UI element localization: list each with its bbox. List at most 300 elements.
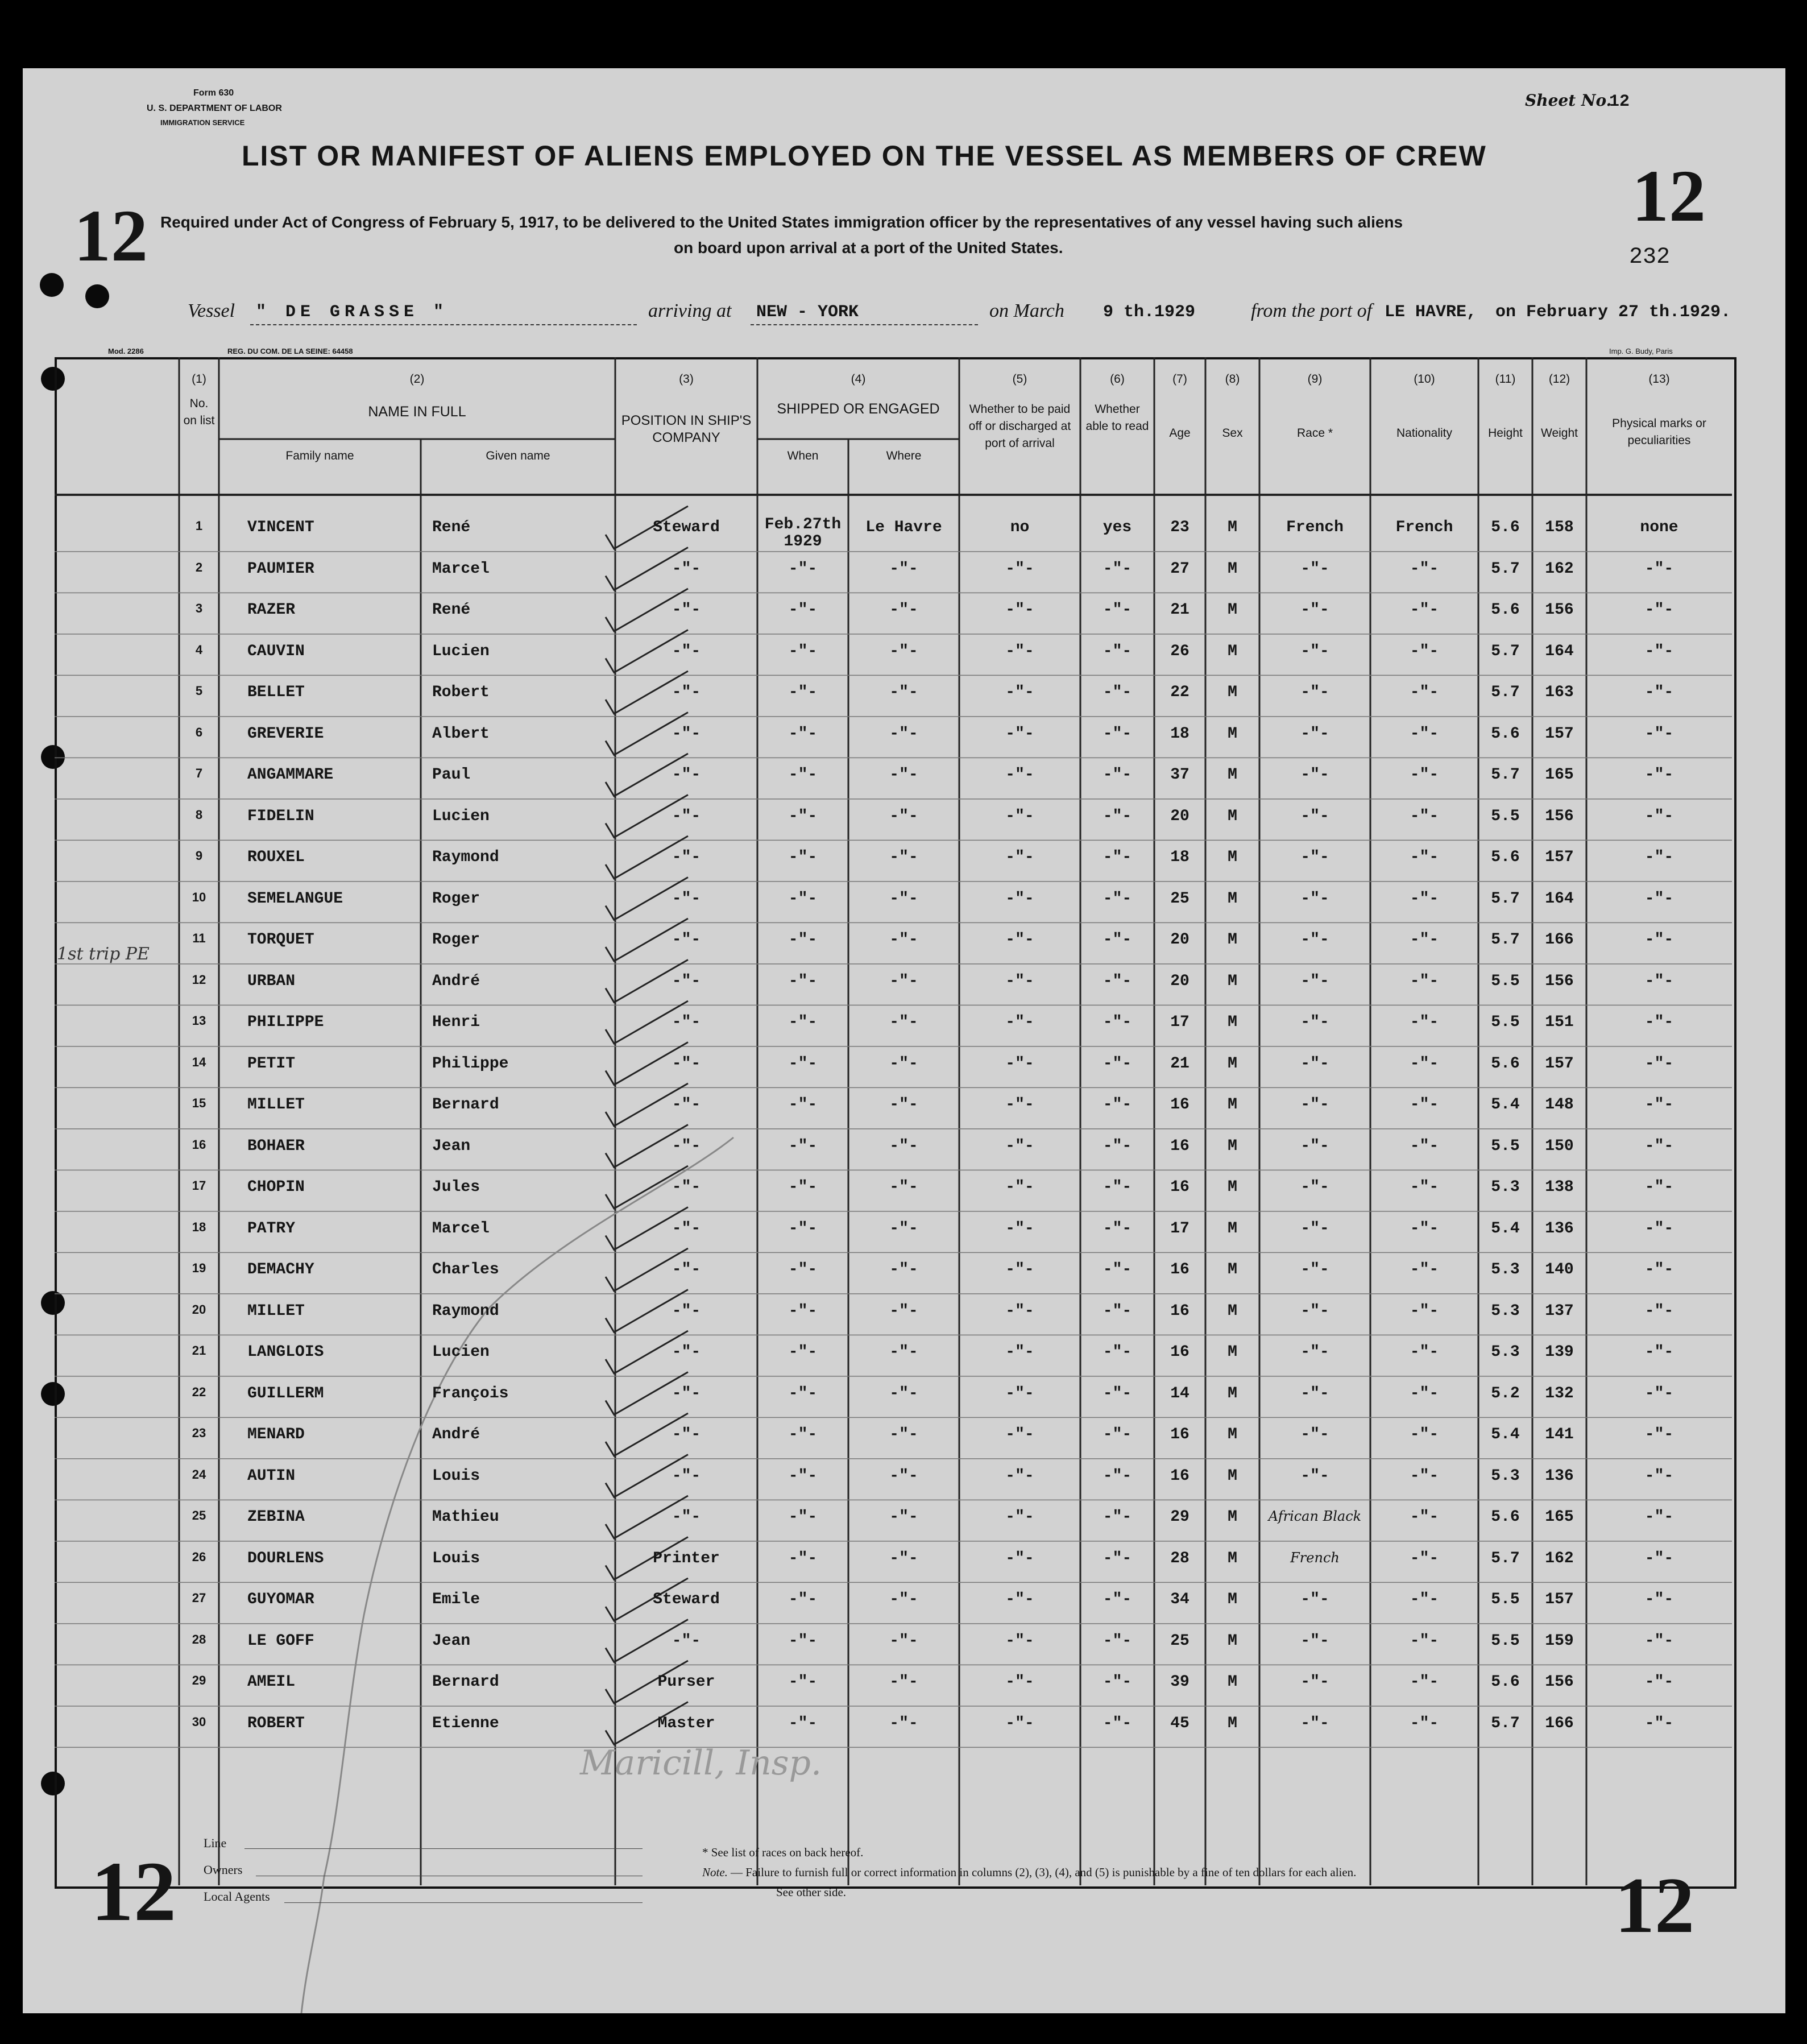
shipped-where: -"- [889, 972, 918, 990]
row-number: 29 [192, 1673, 206, 1687]
able-to-read: -"- [1103, 1384, 1132, 1402]
paid-off: -"- [1005, 1632, 1034, 1650]
races-note: * See list of races on back hereof. [702, 1846, 864, 1859]
position: -"- [672, 601, 701, 619]
corner-number-tl: 12 [74, 195, 148, 277]
height: 5.5 [1491, 1632, 1520, 1650]
paid-off: -"- [1005, 807, 1034, 825]
paid-off: no [1010, 519, 1030, 536]
shipped-where: -"- [889, 1467, 918, 1485]
row-number: 7 [195, 766, 203, 780]
given-name: René [432, 519, 471, 536]
col-no-on-list: No. on list [183, 397, 215, 427]
race: -"- [1300, 849, 1329, 866]
col-name-in-full: NAME IN FULL [368, 404, 466, 420]
physical-marks: -"- [1644, 1096, 1674, 1114]
family-name: GUILLERM [247, 1384, 324, 1402]
nationality: -"- [1410, 1178, 1439, 1196]
able-to-read: -"- [1103, 889, 1132, 908]
arriving-label: arriving at [648, 300, 732, 321]
paid-off: -"- [1005, 1054, 1034, 1073]
family-name: URBAN [247, 972, 296, 990]
position: -"- [672, 1261, 701, 1278]
col-3-num: (3) [679, 373, 694, 386]
paid-off: -"- [1005, 931, 1034, 949]
sex: M [1228, 601, 1237, 619]
col-family-name: Family name [285, 449, 354, 462]
family-name: MENARD [247, 1426, 305, 1443]
family-name: CHOPIN [247, 1178, 305, 1196]
paid-off: -"- [1005, 1467, 1034, 1485]
col-11-num: (11) [1495, 373, 1516, 386]
position: -"- [672, 1632, 701, 1650]
shipped-when: -"- [788, 1343, 818, 1361]
height: 5.6 [1491, 725, 1520, 743]
age: 25 [1170, 889, 1190, 908]
age: 27 [1170, 560, 1190, 578]
manifest-sheet [23, 68, 1785, 2013]
shipped-where: -"- [889, 725, 918, 743]
shipped-where: -"- [889, 849, 918, 866]
paid-off: -"- [1005, 725, 1034, 743]
paid-off: -"- [1005, 1591, 1034, 1608]
shipped-where: -"- [889, 560, 918, 578]
paid-off: -"- [1005, 1549, 1034, 1567]
weight: 164 [1545, 642, 1574, 660]
physical-marks: -"- [1644, 1178, 1674, 1196]
from-port: LE HAVRE, [1385, 303, 1477, 322]
col-13-num: (13) [1648, 373, 1670, 386]
paid-off: -"- [1005, 1137, 1034, 1155]
race: -"- [1300, 1261, 1329, 1278]
shipped-when: -"- [788, 1384, 818, 1402]
paid-off: -"- [1005, 849, 1034, 866]
weight: 156 [1545, 601, 1574, 619]
age: 25 [1170, 1632, 1190, 1650]
sex: M [1228, 1261, 1237, 1278]
age: 28 [1170, 1549, 1190, 1567]
row-number: 10 [192, 889, 206, 904]
position: -"- [672, 1137, 701, 1155]
shipped-when: -"- [788, 889, 818, 908]
row-number: 17 [192, 1178, 206, 1193]
race: -"- [1300, 684, 1329, 701]
nationality: French [1395, 519, 1453, 536]
col-8-num: (8) [1225, 373, 1240, 386]
nationality: -"- [1410, 1508, 1439, 1526]
shipped-where: -"- [889, 889, 918, 908]
shipped-where: -"- [889, 807, 918, 825]
height: 5.3 [1491, 1467, 1520, 1485]
physical-marks: -"- [1644, 972, 1674, 990]
able-to-read: -"- [1103, 972, 1132, 990]
race: -"- [1300, 1302, 1329, 1320]
age: 18 [1170, 725, 1190, 743]
family-name: AMEIL [247, 1673, 296, 1691]
age: 16 [1170, 1096, 1190, 1114]
mod-text: Mod. 2286 [108, 347, 144, 355]
physical-marks: -"- [1644, 725, 1674, 743]
race: -"- [1300, 1714, 1329, 1732]
able-to-read: -"- [1103, 1261, 1132, 1278]
physical-marks: -"- [1644, 1467, 1674, 1485]
paid-off: -"- [1005, 684, 1034, 701]
nationality: -"- [1410, 889, 1439, 908]
nationality: -"- [1410, 849, 1439, 866]
position: -"- [672, 1096, 701, 1114]
owners-label: Owners [204, 1863, 243, 1877]
row-number: 30 [192, 1714, 206, 1729]
weight: 157 [1545, 1054, 1574, 1073]
weight: 162 [1545, 560, 1574, 578]
race: -"- [1300, 1591, 1329, 1608]
col-able-to-read: Whether able to read [1085, 403, 1149, 433]
race: -"- [1300, 766, 1329, 784]
paid-off: -"- [1005, 889, 1034, 908]
paid-off: -"- [1005, 1384, 1034, 1402]
shipped-when: -"- [788, 1508, 818, 1526]
col-1-num: (1) [192, 373, 206, 386]
col-paid-off: Whether to be paid off or discharged at port of arrival [968, 403, 1071, 450]
physical-marks: -"- [1644, 1013, 1674, 1031]
sex: M [1228, 725, 1237, 743]
shipped-where: -"- [889, 1384, 918, 1402]
position: -"- [672, 1219, 701, 1238]
weight: 158 [1545, 519, 1574, 536]
from-port-label: from the port of [1251, 300, 1373, 321]
given-name: Marcel [432, 1219, 490, 1238]
physical-marks: -"- [1644, 931, 1674, 949]
given-name: Albert [432, 725, 490, 743]
able-to-read: -"- [1103, 601, 1132, 619]
col-where: Where [886, 449, 922, 462]
race: -"- [1300, 889, 1329, 908]
position: -"- [672, 1384, 701, 1402]
shipped-when: -"- [788, 849, 818, 866]
given-name: Mathieu [432, 1508, 499, 1526]
col-shipped-engaged: SHIPPED OR ENGAGED [777, 401, 940, 417]
race: -"- [1300, 1137, 1329, 1155]
shipped-where: -"- [889, 1508, 918, 1526]
physical-marks: -"- [1644, 1426, 1674, 1443]
able-to-read: yes [1103, 519, 1132, 536]
given-name: Roger [432, 889, 480, 908]
sex: M [1228, 684, 1237, 701]
position: -"- [672, 1343, 701, 1361]
position: -"- [672, 1302, 701, 1320]
shipped-when: -"- [788, 1261, 818, 1278]
col-nationality: Nationality [1396, 427, 1453, 440]
age: 20 [1170, 807, 1190, 825]
shipped-when: -"- [788, 1178, 818, 1196]
row-number: 12 [192, 972, 206, 987]
shipped-when: -"- [788, 807, 818, 825]
shipped-where: -"- [889, 1013, 918, 1031]
col-position: POSITION IN SHIP'S COMPANY [621, 413, 752, 445]
able-to-read: -"- [1103, 1426, 1132, 1443]
position: Printer [653, 1549, 720, 1567]
sex: M [1228, 931, 1237, 949]
sex: M [1228, 1673, 1237, 1691]
paid-off: -"- [1005, 1219, 1034, 1238]
given-name: Marcel [432, 560, 490, 578]
age: 16 [1170, 1178, 1190, 1196]
able-to-read: -"- [1103, 807, 1132, 825]
able-to-read: -"- [1103, 684, 1132, 701]
physical-marks: -"- [1644, 849, 1674, 866]
col-sex: Sex [1222, 427, 1243, 440]
nationality: -"- [1410, 601, 1439, 619]
given-name: Jules [432, 1178, 480, 1196]
shipped-when: -"- [788, 972, 818, 990]
family-name: VINCENT [247, 519, 314, 536]
sex: M [1228, 807, 1237, 825]
see-other-side: See other side. [776, 1885, 847, 1899]
col-4-num: (4) [851, 373, 866, 386]
height: 5.7 [1491, 931, 1520, 949]
sex: M [1228, 1013, 1237, 1031]
row-number: 8 [195, 807, 203, 822]
physical-marks: -"- [1644, 807, 1674, 825]
weight: 165 [1545, 766, 1574, 784]
physical-marks: -"- [1644, 1714, 1674, 1732]
given-name: Bernard [432, 1096, 499, 1114]
inspector-signature: Maricill, Insp. [580, 1743, 822, 1783]
first-trip-annotation: 1st trip PE [57, 944, 150, 964]
physical-marks: -"- [1644, 1302, 1674, 1320]
shipped-where: -"- [889, 1549, 918, 1567]
physical-marks: -"- [1644, 1591, 1674, 1608]
reg-text: REG. DU COM. DE LA SEINE: 64458 [227, 347, 353, 355]
sex: M [1228, 1426, 1237, 1443]
position: Purser [657, 1673, 715, 1691]
height: 5.5 [1491, 1013, 1520, 1031]
shipped-when: -"- [788, 1467, 818, 1485]
nationality: -"- [1410, 807, 1439, 825]
able-to-read: -"- [1103, 1714, 1132, 1732]
shipped-when: -"- [788, 1714, 818, 1732]
shipped-when: -"- [788, 1137, 818, 1155]
corner-number-tr: 12 [1632, 155, 1706, 237]
paid-off: -"- [1005, 1426, 1034, 1443]
position: -"- [672, 1508, 701, 1526]
weight: 162 [1545, 1549, 1574, 1567]
shipped-when: -"- [788, 684, 818, 701]
family-name: SEMELANGUE [247, 889, 343, 908]
position: -"- [672, 1467, 701, 1485]
sex: M [1228, 1137, 1237, 1155]
paid-off: -"- [1005, 1714, 1034, 1732]
family-name: ROUXEL [247, 849, 305, 866]
shipped-where: -"- [889, 1096, 918, 1114]
physical-marks: -"- [1644, 766, 1674, 784]
weight: 132 [1545, 1384, 1574, 1402]
page-stamp-number: 232 [1629, 245, 1671, 270]
col-when: When [787, 449, 819, 462]
race: -"- [1300, 560, 1329, 578]
weight: 148 [1545, 1096, 1574, 1114]
given-name: Philippe [432, 1054, 509, 1073]
row-number: 24 [192, 1467, 206, 1482]
given-name: Raymond [432, 849, 499, 866]
given-name: Etienne [432, 1714, 499, 1732]
nationality: -"- [1410, 642, 1439, 660]
age: 34 [1170, 1591, 1190, 1608]
given-name: Bernard [432, 1673, 499, 1691]
position: -"- [672, 931, 701, 949]
col-12-num: (12) [1548, 373, 1570, 386]
position: -"- [672, 766, 701, 784]
able-to-read: -"- [1103, 1508, 1132, 1526]
position: -"- [672, 1013, 701, 1031]
age: 16 [1170, 1343, 1190, 1361]
note-label: Note. [702, 1865, 728, 1879]
sex: M [1228, 1549, 1237, 1567]
shipped-where: -"- [889, 1343, 918, 1361]
age: 39 [1170, 1673, 1190, 1691]
physical-marks: none [1640, 519, 1678, 536]
row-number: 11 [192, 931, 206, 945]
family-name: FIDELIN [247, 807, 314, 825]
height: 5.3 [1491, 1261, 1520, 1278]
family-name: PHILIPPE [247, 1013, 324, 1031]
position: -"- [672, 849, 701, 866]
shipped-where: Le Havre [865, 519, 942, 536]
race: -"- [1300, 1178, 1329, 1196]
corner-number-bl: 12 [91, 1844, 176, 1939]
height: 5.3 [1491, 1178, 1520, 1196]
page-title: LIST OR MANIFEST OF ALIENS EMPLOYED ON THE VESSEL AS MEMBERS OF CREW [242, 140, 1487, 172]
able-to-read: -"- [1103, 725, 1132, 743]
given-name: Emile [432, 1591, 480, 1608]
physical-marks: -"- [1644, 642, 1674, 660]
row-number: 2 [195, 560, 203, 574]
family-name: ZEBINA [247, 1508, 305, 1526]
height: 5.6 [1491, 519, 1520, 536]
position: -"- [672, 1054, 701, 1073]
height: 5.6 [1491, 849, 1520, 866]
row-number: 18 [192, 1219, 206, 1234]
age: 16 [1170, 1467, 1190, 1485]
race: -"- [1300, 931, 1329, 949]
race: -"- [1300, 725, 1329, 743]
physical-marks: -"- [1644, 1549, 1674, 1567]
physical-marks: -"- [1644, 601, 1674, 619]
nationality: -"- [1410, 684, 1439, 701]
weight: 164 [1545, 889, 1574, 908]
vessel-label: Vessel [188, 300, 235, 321]
height: 5.6 [1491, 601, 1520, 619]
sex: M [1228, 766, 1237, 784]
physical-marks: -"- [1644, 684, 1674, 701]
shipped-where: -"- [889, 642, 918, 660]
height: 5.5 [1491, 1591, 1520, 1608]
weight: 136 [1545, 1467, 1574, 1485]
given-name: Robert [432, 684, 490, 701]
shipped-where: -"- [889, 931, 918, 949]
able-to-read: -"- [1103, 931, 1132, 949]
sheet-label: Sheet No. [1525, 91, 1612, 110]
shipped-where: -"- [889, 1178, 918, 1196]
able-to-read: -"- [1103, 1096, 1132, 1114]
nationality: -"- [1410, 725, 1439, 743]
height: 5.4 [1491, 1426, 1520, 1443]
sex: M [1228, 1508, 1237, 1526]
race: French [1290, 1549, 1340, 1566]
col-5-num: (5) [1012, 373, 1027, 386]
nationality: -"- [1410, 1054, 1439, 1073]
age: 17 [1170, 1219, 1190, 1238]
sex: M [1228, 972, 1237, 990]
col-9-num: (9) [1307, 373, 1323, 386]
shipped-where: -"- [889, 1632, 918, 1650]
sex: M [1228, 1302, 1237, 1320]
shipped-when: -"- [788, 1426, 818, 1443]
required-line-1: Required under Act of Congress of February 5, 1917, to be delivered to the United States immigration officer by the representatives of any vessel having such aliens [160, 213, 1403, 231]
race: -"- [1300, 1054, 1329, 1073]
sex: M [1228, 1343, 1237, 1361]
sex: M [1228, 1384, 1237, 1402]
row-number: 5 [195, 684, 203, 698]
race: -"- [1300, 1384, 1329, 1402]
shipped-where: -"- [889, 684, 918, 701]
able-to-read: -"- [1103, 1467, 1132, 1485]
height: 5.5 [1491, 807, 1520, 825]
age: 16 [1170, 1302, 1190, 1320]
row-number: 3 [195, 601, 203, 615]
position: -"- [672, 889, 701, 908]
shipped-where: -"- [889, 601, 918, 619]
height: 5.7 [1491, 1549, 1520, 1567]
paid-off: -"- [1005, 1302, 1034, 1320]
paid-off: -"- [1005, 1178, 1034, 1196]
nationality: -"- [1410, 1302, 1439, 1320]
nationality: -"- [1410, 1261, 1439, 1278]
able-to-read: -"- [1103, 1591, 1132, 1608]
age: 23 [1170, 519, 1190, 536]
row-number: 6 [195, 725, 203, 739]
able-to-read: -"- [1103, 1178, 1132, 1196]
row-number: 20 [192, 1302, 206, 1317]
given-name: René [432, 601, 471, 619]
shipped-when: -"- [788, 1549, 818, 1567]
age: 29 [1170, 1508, 1190, 1526]
weight: 137 [1545, 1302, 1574, 1320]
family-name: AUTIN [247, 1467, 296, 1485]
given-name: Louis [432, 1467, 480, 1485]
physical-marks: -"- [1644, 1219, 1674, 1238]
row-number: 14 [192, 1054, 206, 1069]
sex: M [1228, 1467, 1237, 1485]
printer-text: Imp. G. Budy, Paris [1609, 347, 1673, 355]
shipped-when: -"- [788, 601, 818, 619]
height: 5.5 [1491, 1137, 1520, 1155]
shipped-where: -"- [889, 1137, 918, 1155]
race: French [1286, 519, 1344, 536]
nationality: -"- [1410, 1384, 1439, 1402]
weight: 159 [1545, 1632, 1574, 1650]
shipped-when: -"- [788, 931, 818, 949]
height: 5.6 [1491, 1054, 1520, 1073]
age: 14 [1170, 1384, 1190, 1402]
vessel-name: " DE GRASSE " [256, 303, 449, 322]
line-label: Line [204, 1836, 227, 1850]
weight: 156 [1545, 1673, 1574, 1691]
family-name: CAUVIN [247, 642, 305, 660]
age: 18 [1170, 849, 1190, 866]
shipped-when: -"- [788, 1096, 818, 1114]
col-age: Age [1169, 427, 1191, 440]
